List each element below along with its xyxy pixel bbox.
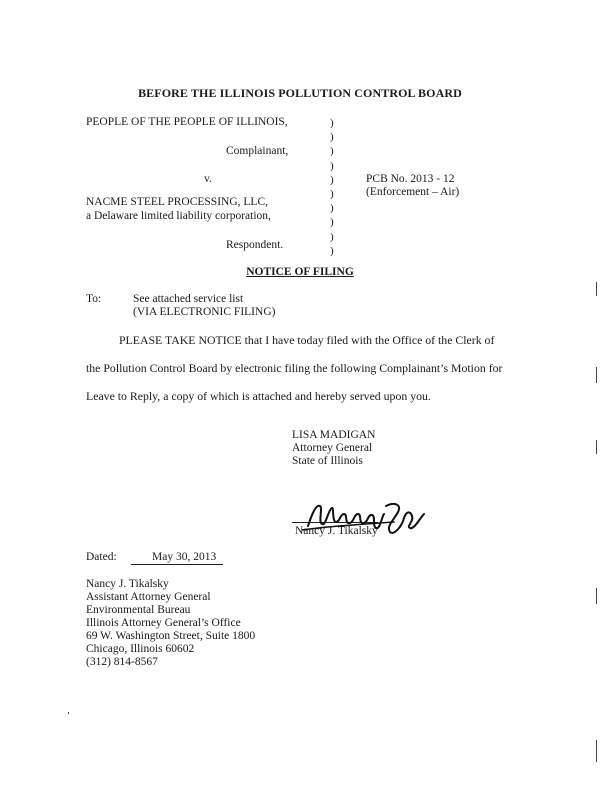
caption-paren: ) [330, 159, 334, 172]
body-line-3: Leave to Reply, a copy of which is attached and hereby served upon you. [86, 389, 431, 403]
scan-artifact [596, 282, 597, 296]
contact-city: Chicago, Illinois 60602 [86, 643, 195, 655]
body-line-2: the Pollution Control Board by electronic filing the following Complainant’s Motion for [86, 361, 503, 375]
contact-phone: (312) 814-8567 [86, 656, 158, 668]
contact-office: Illinois Attorney General’s Office [86, 617, 241, 629]
caption-plaintiff: PEOPLE OF THE PEOPLE OF ILLINOIS, [86, 116, 288, 128]
caption-plaintiff-role: Complainant, [226, 145, 289, 157]
caption-defendant: NACME STEEL PROCESSING, LLC, [86, 196, 268, 208]
caption-paren: ) [330, 202, 334, 215]
notice-title: NOTICE OF FILING [246, 266, 354, 278]
scan-artifact [68, 712, 69, 714]
body-line-1: PLEASE TAKE NOTICE that I have today filed with the Office of the Clerk of [119, 333, 495, 347]
signatory-state: State of Illinois [292, 455, 363, 467]
scan-artifact [596, 588, 597, 604]
caption-paren: ) [330, 188, 334, 201]
contact-bureau: Environmental Bureau [86, 604, 191, 616]
dated-underline [131, 564, 223, 565]
contact-street: 69 W. Washington Street, Suite 1800 [86, 630, 256, 642]
caption-versus: v. [204, 173, 212, 185]
case-number: PCB No. 2013 - 12 [366, 173, 455, 185]
scan-artifact [596, 740, 597, 762]
caption-paren: ) [330, 117, 334, 129]
signatory-title: Attorney General [292, 442, 373, 454]
case-type: (Enforcement – Air) [366, 186, 460, 198]
caption-paren: ) [330, 216, 334, 229]
signer-name: Nancy J. Tikalsky [295, 525, 378, 537]
contact-title: Assistant Attorney General [86, 591, 211, 603]
to-recipient: See attached service list [133, 293, 244, 305]
scan-artifact [596, 367, 597, 383]
signatory-name: LISA MADIGAN [292, 429, 376, 441]
document-heading: BEFORE THE ILLINOIS POLLUTION CONTROL BOARD [138, 86, 462, 100]
caption-paren: ) [330, 173, 334, 186]
to-delivery-method: (VIA ELECTRONIC FILING) [133, 306, 276, 318]
caption-paren: ) [330, 244, 334, 257]
to-label: To: [86, 293, 102, 305]
caption-defendant-description: a Delaware limited liability corporation, [86, 210, 271, 222]
caption-paren: ) [330, 131, 334, 144]
contact-name: Nancy J. Tikalsky [86, 578, 169, 590]
scan-artifact [596, 440, 597, 454]
caption-paren: ) [330, 230, 334, 243]
caption-paren: ) [330, 145, 334, 158]
caption-defendant-role: Respondent. [226, 239, 284, 251]
caption-paren-column [330, 116, 338, 258]
dated-value: May 30, 2013 [152, 551, 217, 563]
dated-label: Dated: [86, 551, 117, 563]
